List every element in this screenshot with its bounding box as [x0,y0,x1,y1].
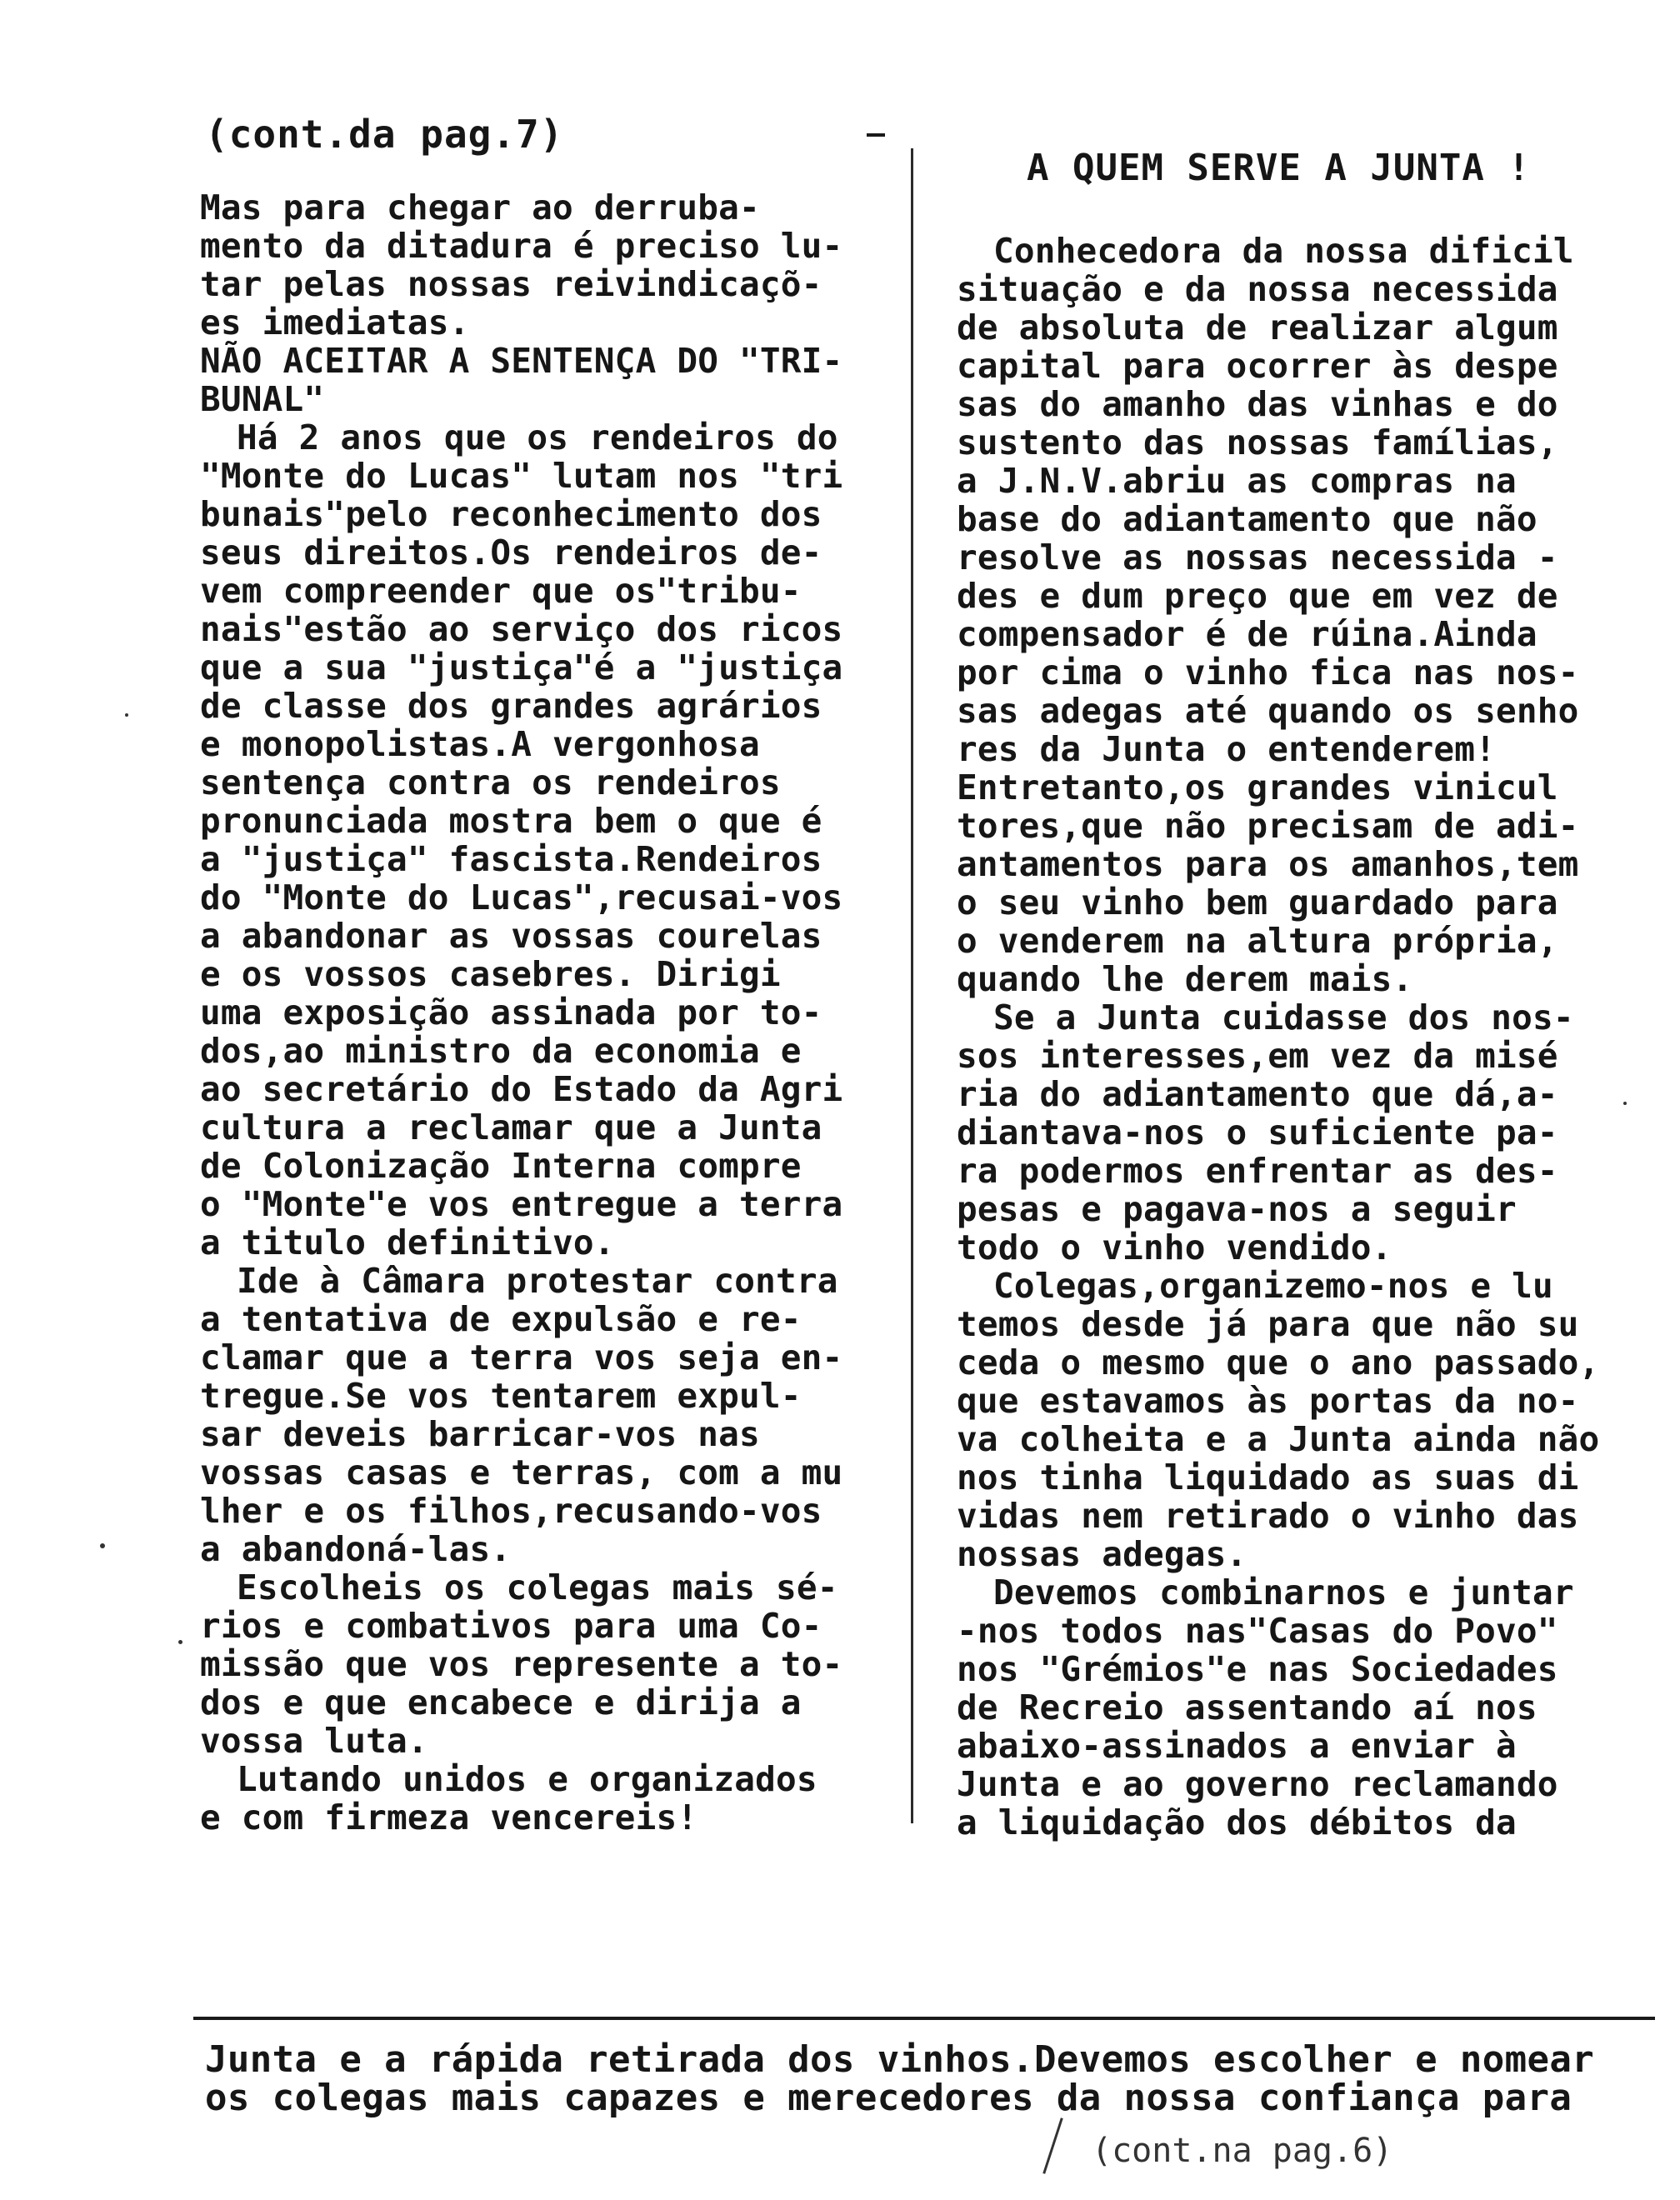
left-line: pronunciada mostra bem o que é [200,801,822,841]
right-line: o seu vinho bem guardado para [957,882,1558,922]
left-line: Escolheis os colegas mais sé- [237,1568,838,1608]
ink-speck [100,1543,105,1548]
left-line: es imediatas. [200,302,470,342]
right-line: temos desde já para que não su [957,1304,1579,1344]
right-line: Junta e ao governo reclamando [957,1764,1558,1804]
right-line: quando lhe derem mais. [957,959,1413,999]
left-line: Ide à Câmara protestar contra [237,1261,838,1301]
right-line: sas adegas até quando os senho [957,691,1579,731]
left-line: a "justiça" fascista.Rendeiros [200,839,822,879]
left-line: sentença contra os rendeiros [200,762,781,802]
right-line: ra podermos enfrentar as des- [957,1151,1558,1191]
right-line: pesas e pagava-nos a seguir [957,1189,1517,1229]
left-line: Há 2 anos que os rendeiros do [237,418,838,458]
left-line: dos,ao ministro da economia e [200,1031,802,1071]
right-line: des e dum preço que em vez de [957,576,1558,616]
left-line: e monopolistas.A vergonhosa [200,724,760,764]
right-line: sos interesses,em vez da misé [957,1036,1558,1076]
right-line: Colegas,organizemo-nos e lu [993,1266,1553,1306]
left-line: a tentativa de expulsão e re- [200,1299,802,1339]
right-line: ria do adiantamento que dá,a- [957,1074,1558,1114]
right-line: va colheita e a Junta ainda não [957,1419,1600,1459]
right-line: ceda o mesmo que o ano passado, [957,1342,1600,1382]
bottom-line: Junta e a rápida retirada dos vinhos.Devemos escolher e nomear [205,2038,1595,2081]
left-line: rios e combativos para uma Co- [200,1606,822,1646]
left-line: nais"estão ao serviço dos ricos [200,609,843,649]
ink-speck [1623,1102,1627,1105]
right-line: -nos todos nas"Casas do Povo" [957,1611,1558,1651]
left-line: a abandoná-las. [200,1529,512,1569]
right-line: res da Junta o entenderem! [957,729,1496,769]
right-line: compensador é de rúina.Ainda [957,614,1538,654]
right-line: capital para ocorrer às despe [957,346,1558,386]
right-line: sas do amanho das vinhas e do [957,384,1558,424]
left-line: cultura a reclamar que a Junta [200,1108,822,1148]
right-line: de Recreio assentando aí nos [957,1688,1538,1728]
left-line: tar pelas nossas reivindicaçõ- [200,264,822,304]
bottom-line: os colegas mais capazes e merecedores da nossa confiança para [205,2077,1572,2119]
right-line: resolve as nossas necessida - [957,538,1558,578]
left-line: de classe dos grandes agrários [200,686,822,726]
section-heading: BUNAL" [200,379,325,419]
right-line: Se a Junta cuidasse dos nos- [993,998,1574,1038]
left-line: vossas casas e terras, com a mu [200,1452,843,1492]
left-line: a abandonar as vossas courelas [200,916,822,956]
right-line: que estavamos às portas da no- [957,1381,1579,1421]
left-line: seus direitos.Os rendeiros de- [200,532,822,572]
right-line: nos "Grémios"e nas Sociedades [957,1649,1558,1689]
left-line: que a sua "justiça"é a "justiça [200,648,843,688]
left-line: do "Monte do Lucas",recusai-vos [200,878,843,918]
right-line: antamentos para os amanhos,tem [957,844,1579,884]
ink-speck [125,713,128,717]
right-line: tores,que não precisam de adi- [957,806,1579,846]
right-line: Conhecedora da nossa dificil [993,231,1574,271]
left-line: sar deveis barricar-vos nas [200,1414,760,1454]
column-divider [911,148,913,1823]
left-line: lher e os filhos,recusando-vos [200,1491,822,1531]
right-line: vidas nem retirado o vinho das [957,1496,1579,1536]
left-line: Lutando unidos e organizados [237,1759,818,1799]
left-line: clamar que a terra vos seja en- [200,1338,843,1378]
continuation-footer: (cont.na pag.6) [1092,2132,1393,2170]
left-line: o "Monte"e vos entregue a terra [200,1184,843,1224]
left-line: uma exposição assinada por to- [200,992,822,1032]
left-line: ao secretário do Estado da Agri [200,1069,843,1109]
right-line: diantava-nos o suficiente pa- [957,1112,1558,1152]
left-column [200,188,908,1837]
left-line: mento da ditadura é preciso lu- [200,226,843,266]
left-line: vossa luta. [200,1721,428,1761]
left-line: tregue.Se vos tentarem expul- [200,1376,802,1416]
continuation-note: (cont.da pag.7) [205,112,564,157]
right-line: abaixo-assinados a enviar à [957,1726,1517,1766]
right-line: a J.N.V.abriu as compras na [957,461,1517,501]
right-line: sustento das nossas famílias, [957,422,1558,462]
right-line: Devemos combinarnos e juntar [993,1572,1574,1612]
left-line: "Monte do Lucas" lutam nos "tri [200,456,843,496]
handwritten-slash-mark [1042,2118,1062,2174]
right-line: o venderem na altura própria, [957,921,1558,961]
right-line: de absoluta de realizar algum [957,308,1558,348]
right-line: base do adiantamento que não [957,499,1538,539]
right-line: por cima o vinho fica nas nos- [957,652,1579,692]
bottom-text [205,2038,1655,2119]
left-line: a titulo definitivo. [200,1222,615,1262]
right-column [957,232,1657,1842]
left-line: bunais"pelo reconhecimento dos [200,494,822,534]
right-line: nossas adegas. [957,1534,1248,1574]
left-line: Mas para chegar ao derruba- [200,188,760,228]
right-line: situação e da nossa necessida [957,269,1558,309]
left-line: missão que vos represente a to- [200,1644,843,1684]
right-line: nos tinha liquidado as suas di [957,1458,1579,1498]
right-line: Entretanto,os grandes vinicul [957,768,1558,808]
header-dash [867,133,885,137]
ink-speck [178,1640,182,1644]
section-heading: NÃO ACEITAR A SENTENÇA DO "TRI- [200,341,843,381]
right-line: a liquidação dos débitos da [957,1802,1517,1842]
left-line: vem compreender que os"tribu- [200,571,802,611]
left-line: e os vossos casebres. Dirigi [200,954,781,994]
article-title: A QUEM SERVE A JUNTA ! [1027,147,1531,189]
right-line: todo o vinho vendido. [957,1228,1392,1268]
left-line: de Colonização Interna compre [200,1146,802,1186]
left-line: e com firmeza vencereis! [200,1798,698,1838]
left-line: dos e que encabece e dirija a [200,1682,802,1722]
bottom-rule [193,2017,1655,2020]
